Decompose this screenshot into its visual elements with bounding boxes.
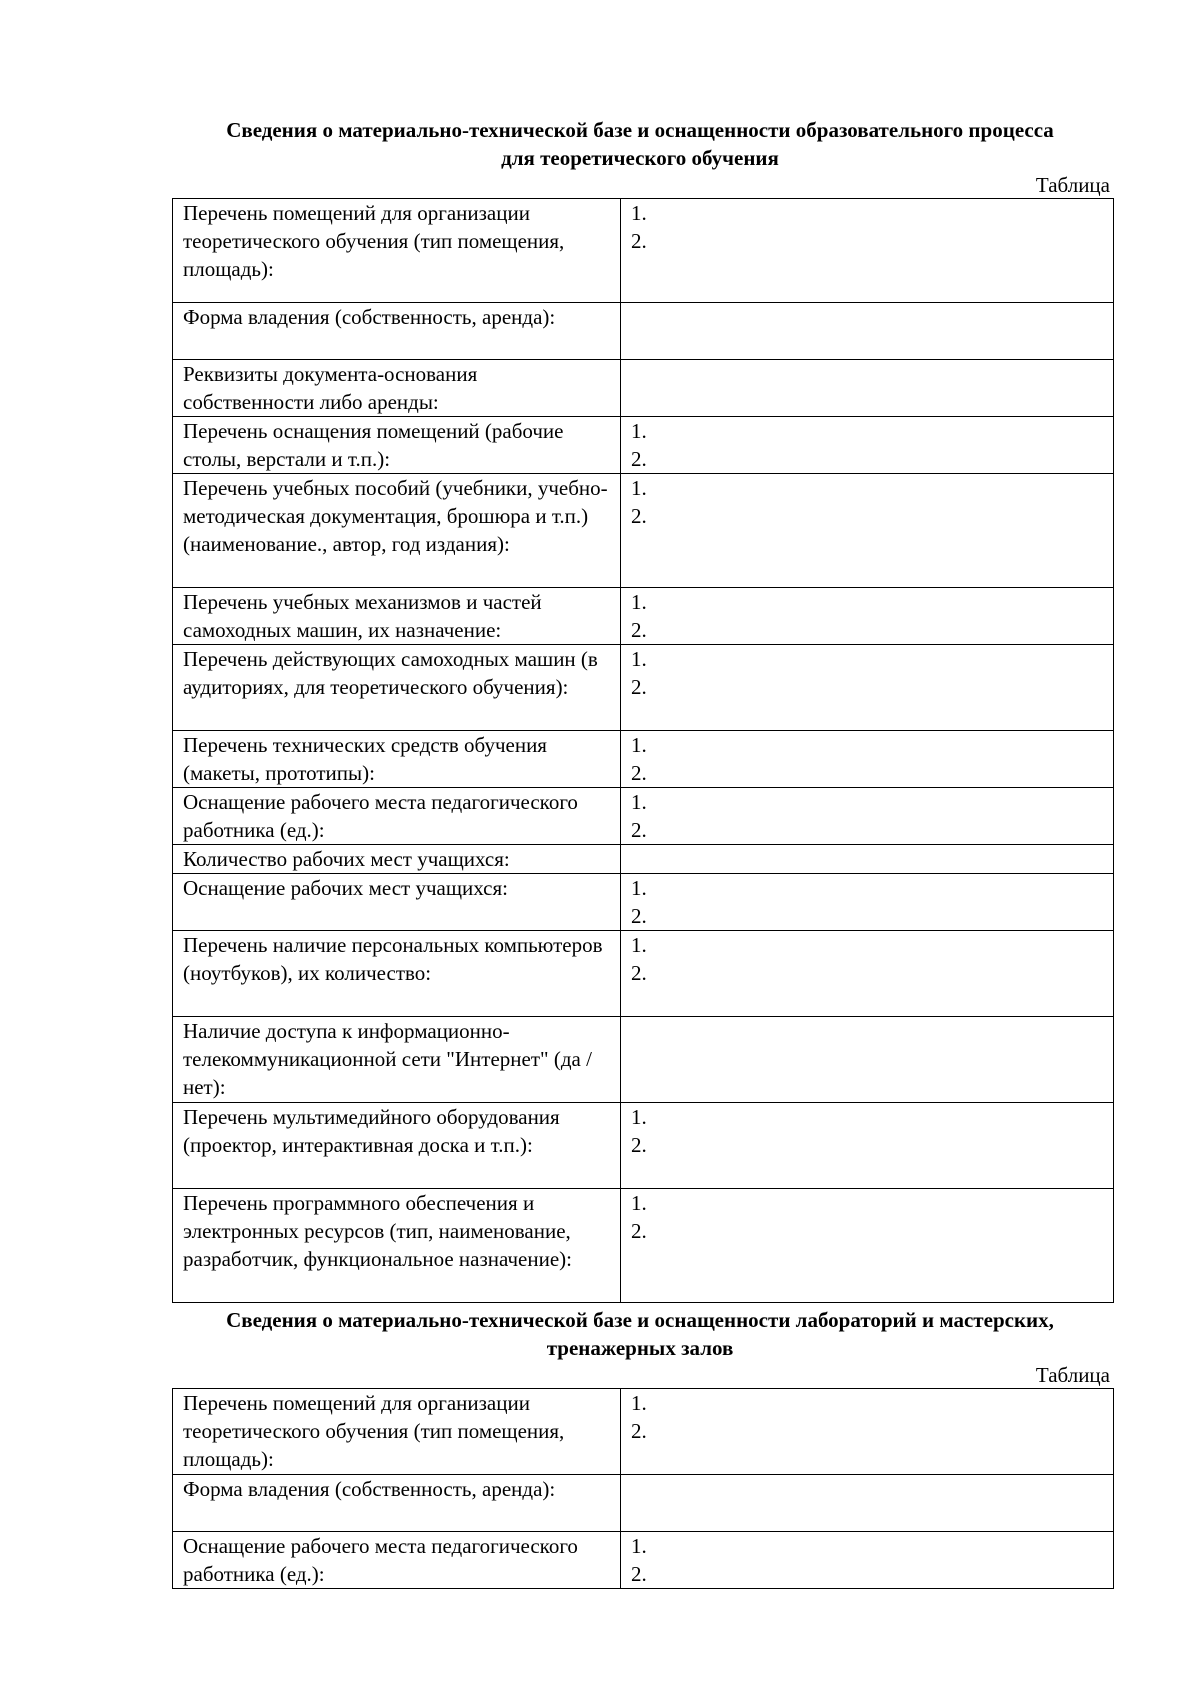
row-value [621,1017,1114,1103]
list-number: 1. [631,476,647,500]
table-row [173,1532,1114,1589]
list-number: 1. [631,590,647,614]
row-value [621,874,1114,931]
row-label: Реквизиты документа-основания собственности либо аренды: [173,360,621,417]
row-label: Перечень помещений для организации теоретического обучения (тип помещения, площадь): [173,199,621,303]
row-label: Оснащение рабочего места педагогического работника (ед.): [173,1532,621,1589]
row-label: Наличие доступа к информационно-телекоммуникационной сети "Интернет" (да /нет): [173,1017,621,1103]
list-number: 2. [631,504,647,528]
row-label: Перечень наличие персональных компьютеров (ноутбуков), их количество: [173,931,621,1017]
row-label: Перечень мультимедийного оборудования (проектор, интерактивная доска и т.п.): [173,1103,621,1189]
row-label: Количество рабочих мест учащихся: [173,845,621,874]
table-row [173,199,1114,303]
table-row [173,1475,1114,1532]
row-label: Перечень помещений для организации теоретического обучения (тип помещения, площадь): [173,1389,621,1475]
section-title-line: Сведения о материально-технической базе и оснащенности образовательного процесса [226,118,1054,142]
row-value [621,1389,1114,1475]
table-row [173,588,1114,645]
section-title [160,116,1120,172]
row-label: Перечень учебных пособий (учебники, учебно-методическая документация, брошюра и т.п.) (наименование., автор, год издания): [173,474,621,588]
table-row [173,1389,1114,1475]
table-row [173,845,1114,874]
list-number: 2. [631,1219,647,1243]
section-title-line: Сведения о материально-технической базе и оснащенности лабораторий и мастерских, [226,1308,1054,1332]
list-number: 1. [631,790,647,814]
list-number: 1. [631,647,647,671]
table-row [173,1189,1114,1303]
table-row [173,788,1114,845]
table-row [173,731,1114,788]
row-value [621,1532,1114,1589]
list-number: 2. [631,447,647,471]
table-row [173,931,1114,1017]
row-value [621,588,1114,645]
table-row [173,303,1114,360]
row-value [621,731,1114,788]
row-value [621,199,1114,303]
list-number: 2. [631,618,647,642]
row-value [621,1103,1114,1189]
row-label: Оснащение рабочего места педагогического работника (ед.): [173,788,621,845]
workshop-table [172,1388,1114,1589]
section-title [160,1306,1120,1362]
list-number: 2. [631,229,647,253]
list-number: 1. [631,201,647,225]
row-label: Перечень технических средств обучения (макеты, прототипы): [173,731,621,788]
list-number: 2. [631,675,647,699]
list-number: 2. [631,1562,647,1586]
table-row [173,645,1114,731]
row-value [621,931,1114,1017]
section-title-line: для теоретического обучения [501,146,779,170]
list-number: 1. [631,1534,647,1558]
list-number: 1. [631,876,647,900]
row-value [621,417,1114,474]
table-row [173,874,1114,931]
table-row [173,360,1114,417]
section-title-line: тренажерных залов [546,1336,734,1360]
row-value [621,788,1114,845]
row-label: Перечень программного обеспечения и электронных ресурсов (тип, наименование, разработчик, функциональное назначение): [173,1189,621,1303]
table-row [173,1017,1114,1103]
list-number: 1. [631,1391,647,1415]
list-number: 2. [631,1419,647,1443]
row-value [621,360,1114,417]
table-row [173,417,1114,474]
list-number: 1. [631,933,647,957]
table-row [173,1103,1114,1189]
list-number: 2. [631,904,647,928]
row-value [621,474,1114,588]
equipment-table [172,198,1114,1303]
list-number: 1. [631,733,647,757]
list-number: 1. [631,1191,647,1215]
row-label: Форма владения (собственность, аренда): [173,303,621,360]
table-caption: Таблица [1035,173,1110,197]
list-number: 1. [631,1105,647,1129]
list-number: 2. [631,961,647,985]
row-value [621,645,1114,731]
row-label: Оснащение рабочих мест учащихся: [173,874,621,931]
row-value [621,303,1114,360]
list-number: 1. [631,419,647,443]
list-number: 2. [631,1133,647,1157]
row-label: Перечень действующих самоходных машин (в аудиториях, для теоретического обучения): [173,645,621,731]
row-label: Перечень учебных механизмов и частей самоходных машин, их назначение: [173,588,621,645]
row-value [621,1189,1114,1303]
row-label: Перечень оснащения помещений (рабочие столы, верстали и т.п.): [173,417,621,474]
list-number: 2. [631,761,647,785]
table-row [173,474,1114,588]
table-caption: Таблица [1035,1363,1110,1387]
row-label: Форма владения (собственность, аренда): [173,1475,621,1532]
list-number: 2. [631,818,647,842]
row-value [621,845,1114,874]
row-value [621,1475,1114,1532]
